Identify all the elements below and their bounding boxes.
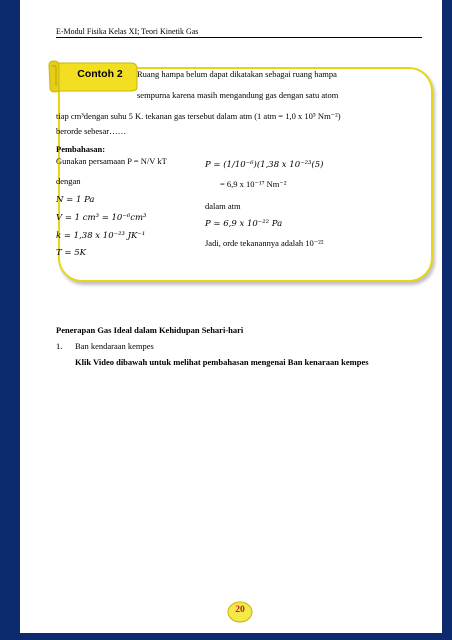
list-item-label: Ban kendaraan kempes bbox=[75, 341, 154, 351]
solution-left-line-3: N = 1 Pa bbox=[56, 195, 95, 205]
page-number: 20 bbox=[235, 605, 245, 615]
solution-left-line-6: T = 5K bbox=[56, 248, 86, 258]
page-number-badge bbox=[225, 601, 255, 623]
solution-right-line-2: = 6,9 x 10⁻¹⁷ Nm⁻² bbox=[220, 179, 287, 189]
solution-heading: Pembahasan: bbox=[56, 144, 106, 154]
solution-left-line-2: dengan bbox=[56, 176, 81, 186]
question-line-4: berorde sebesar…… bbox=[56, 126, 127, 136]
solution-left-line-5: k = 1,38 x 10⁻²³ JK⁻¹ bbox=[56, 231, 146, 241]
header-rule bbox=[56, 37, 422, 38]
solution-right-line-3: dalam atm bbox=[205, 201, 241, 211]
section-title: Penerapan Gas Ideal dalam Kehidupan Sehari-hari bbox=[56, 325, 244, 335]
list-item-number: 1. bbox=[56, 341, 63, 351]
question-line-3: tiap cm³dengan suhu 5 K. tekanan gas tersebut dalam atm (1 atm = 1,0 x 10⁵ Nm⁻²) bbox=[56, 111, 341, 121]
question-line-2: sempurna karena masih mengandung gas dengan satu atom bbox=[137, 90, 339, 100]
video-instruction: Klik Video dibawah untuk melihat pembahasan mengenai Ban kenaraan kempes bbox=[75, 357, 369, 367]
solution-right-line-5: Jadi, orde tekanannya adalah 10⁻²² bbox=[205, 238, 324, 248]
header-title: E-Modul Fisika Kelas XI; Teori Kinetik Gas bbox=[56, 27, 199, 36]
page bbox=[20, 0, 442, 633]
example-label: Contoh 2 bbox=[77, 68, 123, 80]
question-line-1: Ruang hampa belum dapat dikatakan sebagai ruang hampa bbox=[137, 69, 337, 79]
solution-right-line-1: P = (1/10⁻⁶)(1,38 x 10⁻²³(5) bbox=[205, 160, 324, 170]
solution-left-line-4: V = 1 cm³ = 10⁻⁶cm³ bbox=[56, 213, 147, 223]
solution-left-line-1: Gunakan persamaan P = N/V kT bbox=[56, 156, 167, 166]
solution-right-line-4: P = 6,9 x 10⁻²² Pa bbox=[205, 219, 283, 229]
